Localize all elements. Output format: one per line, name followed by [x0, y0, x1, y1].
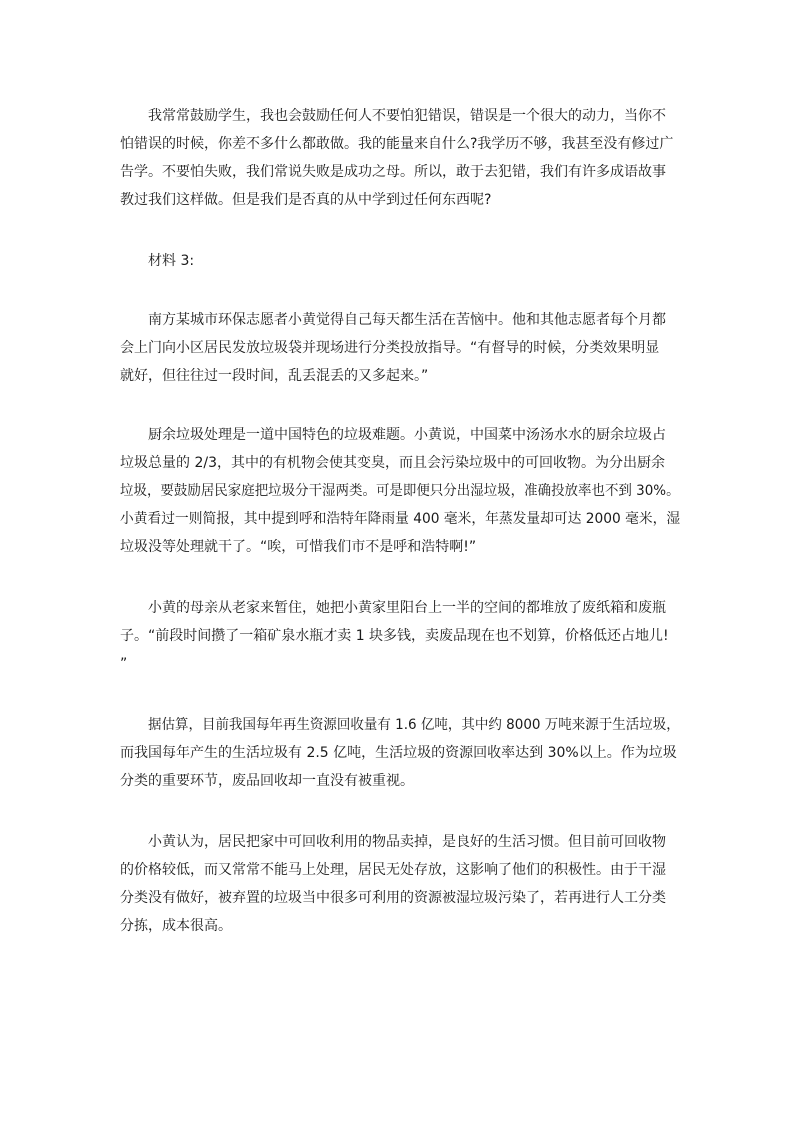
text-line: 怕错误的时候，你差不多什么都敢做。我的能量来自什么?我学历不够，我甚至没有修过广 [120, 136, 674, 152]
text-line: 分类的重要环节，废品回收却一直没有被重视。 [120, 773, 414, 789]
text-line: 小黄的母亲从老家来暂住，她把小黄家里阳台上一半的空间的都堆放了废纸箱和废瓶 [148, 600, 666, 616]
section-heading: 材料 3: [148, 253, 195, 269]
text-line: 垃圾没等处理就干了。“唉，可惜我们市不是呼和浩特啊!” [120, 539, 477, 555]
text-line: 会上门向小区居民发放垃圾袋并现场进行分类投放指导。“有督导的时候，分类效果明显 [120, 340, 660, 356]
text-line: 就好，但往往过一段时间，乱丢混丢的又多起来。” [120, 368, 429, 384]
text-line: 分类没有做好，被弃置的垃圾当中很多可利用的资源被湿垃圾污染了，若再进行人工分类 [120, 890, 666, 906]
text-line: 我常常鼓励学生，我也会鼓励任何人不要怕犯错误，错误是一个很大的动力，当你不 [148, 108, 666, 124]
text-line: 分拣，成本很高。 [120, 918, 232, 934]
text-line: 子。“前段时间攒了一箱矿泉水瓶才卖 1 块多钱，卖废品现在也不划算，价格低还占地儿! [120, 628, 669, 644]
text-line: 小黄认为，居民把家中可回收利用的物品卖掉，是良好的生活习惯。但目前可回收物 [148, 834, 666, 850]
text-line: 垃圾，要鼓励居民家庭把垃圾分干湿两类。可是即便只分出湿垃圾，准确投放率也不到 30%。 [120, 483, 680, 499]
text-line: 小黄看过一则简报，其中提到呼和浩特年降雨量 400 毫米，年蒸发量却可达 2000 毫米，湿 [120, 511, 681, 527]
text-line: 告学。不要怕失败，我们常说失败是成功之母。所以，敢于去犯错，我们有许多成语故事 [120, 164, 666, 180]
text-line: 南方某城市环保志愿者小黄觉得自己每天都生活在苦恼中。他和其他志愿者每个月都 [148, 312, 666, 328]
text-line: 据估算，目前我国每年再生资源回收量有 1.6 亿吨，其中约 8000 万吨来源于生活垃圾， [148, 717, 680, 733]
text-line: 的价格较低，而又常常不能马上处理，居民无处存放，这影响了他们的积极性。由于干湿 [120, 862, 666, 878]
text-line: ” [120, 656, 128, 672]
text-line: 而我国每年产生的生活垃圾有 2.5 亿吨，生活垃圾的资源回收率达到 30%以上。作为垃圾 [120, 745, 677, 761]
text-line: 教过我们这样做。但是我们是否真的从中学到过任何东西呢? [120, 192, 492, 208]
text-line: 垃圾总量的 2/3，其中的有机物会使其变臭，而且会污染垃圾中的可回收物。为分出厨余 [120, 455, 665, 471]
text-line: 厨余垃圾处理是一道中国特色的垃圾难题。小黄说，中国菜中汤汤水水的厨余垃圾占 [148, 427, 666, 443]
